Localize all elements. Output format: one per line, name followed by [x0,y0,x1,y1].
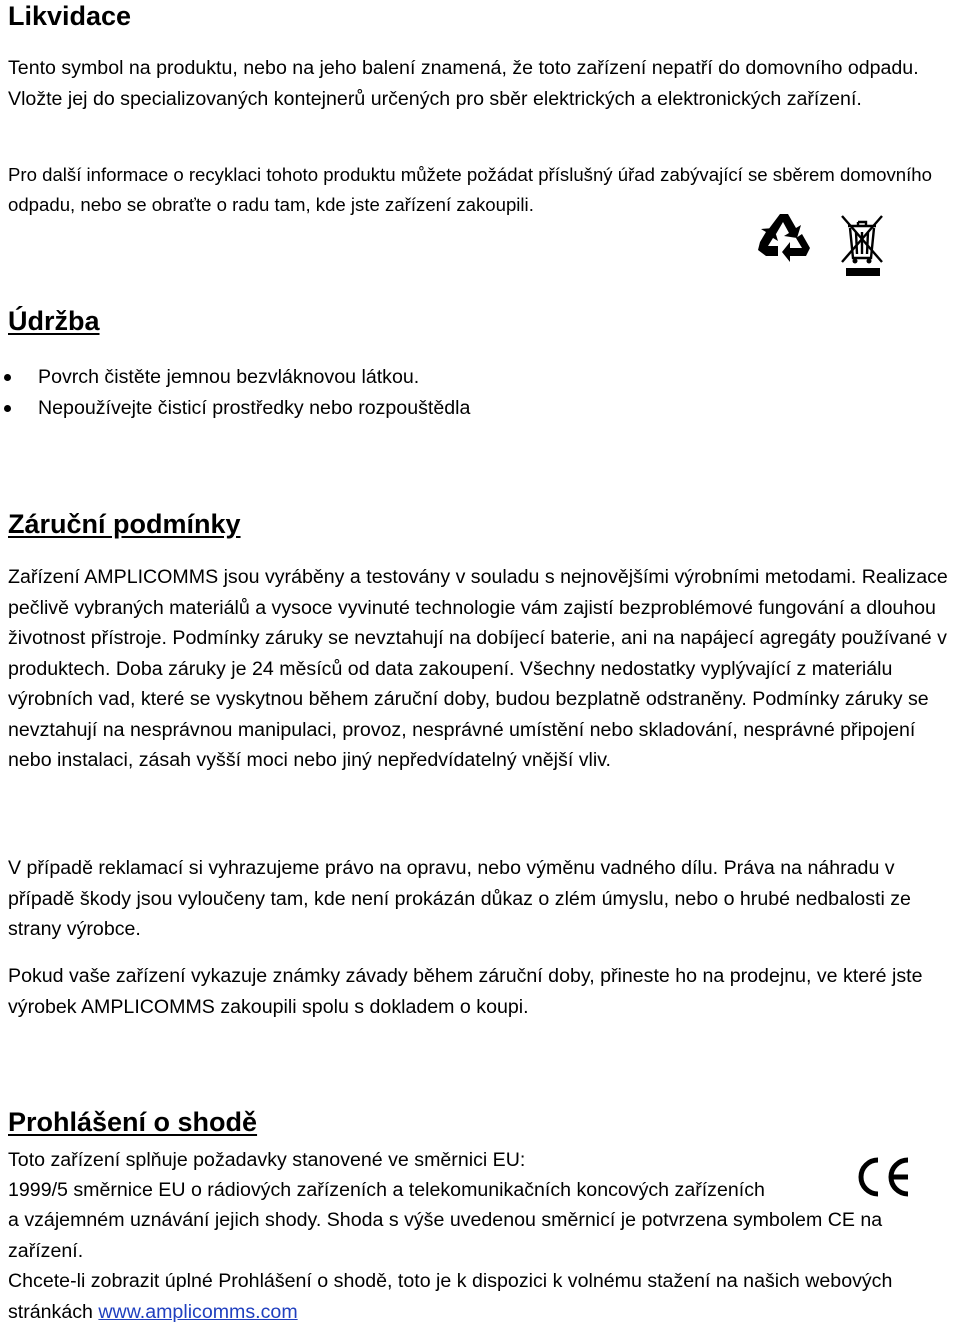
list-item [8,362,948,393]
warranty-paragraph-1: Zařízení AMPLICOMMS jsou vyráběny a testovány v souladu s nejnovějšími výrobními metodami. Realizace pečlivě vybraných materiálů a vysoce vyvinuté technologie vám zajistí bezproblémové fungování a dlouhou životnost přístroje. Podmínky záruky se nevztahují na dobíjecí baterie, ani na napájecí agregáty používané v produktech. Doba záruky je 24 měsíců od data zakoupení. Všechny nedostatky vyplývající z materiálu výrobních vad, které se vyskytnou během záruční doby, budou bezplatně odstraněny. Podmínky záruky se nevztahují na nesprávnou manipulaci, provoz, nesprávné umístění nebo skladování, nesprávné připojení nebo instalaci, zásah vyšší moci nebo jiný nepředvídatelný vnější vliv. [8,566,948,771]
amplicomms-link[interactable]: www.amplicomms.com [98,1300,298,1323]
conformity-line-3: a vzájemném uznávání jejich shody. Shoda s výše uvedenou směrnicí je potvrzena symbolem CE na zařízení. [8,1209,883,1262]
conformity-download-text: Chcete-li zobrazit úplné Prohlášení o shodě, toto je k dispozici k volnému stažení na našich webových stránkách [8,1270,893,1323]
conformity-line-2: 1999/5 směrnice EU o rádiových zařízeních a telekomunikačních koncových zařízeních [8,1179,765,1201]
maintenance-item-2: Nepoužívejte čisticí prostředky nebo rozpouštědla [38,397,471,419]
maintenance-item-1: Povrch čistěte jemnou bezvláknovou látkou. [38,366,420,388]
bullet-icon [4,374,11,381]
bullet-icon [4,405,11,412]
conformity-heading: Prohlášení o shodě [8,1107,258,1137]
warranty-paragraph-2: V případě reklamací si vyhrazujeme právo na opravu, nebo výměnu vadného dílu. Práva na náhradu v případě škody jsou vyloučeny tam, kde není prokázán důkaz o zlém úmyslu, nebo o hrubé nedbalosti ze strany výrobce. [8,857,911,940]
conformity-line-1: Toto zařízení splňuje požadavky stanovené ve směrnici EU: [8,1149,526,1171]
warranty-heading: Záruční podmínky [8,509,241,539]
maintenance-list [8,362,948,424]
list-item [8,393,948,424]
disposal-paragraph-2: Pro další informace o recyklaci tohoto produktu můžete požádat příslušný úřad zabývající se sběrem domovního odpadu, nebo se obraťte o radu tam, kde jste zařízení zakoupili. [8,164,932,215]
ce-mark-icon [854,1156,916,1198]
crossed-bin-icon [838,210,886,278]
disposal-heading: Likvidace [8,1,132,31]
disposal-paragraph-1: Tento symbol na produktu, nebo na jeho balení znamená, že toto zařízení nepatří do domovního odpadu. Vložte jej do specializovaných kontejnerů určených pro sběr elektrických a elektronických zařízení. [8,57,919,110]
maintenance-heading: Údržba [8,306,100,336]
conformity-line-4 [8,1266,956,1327]
warranty-paragraph-3: Pokud vaše zařízení vykazuje známky závady během záruční doby, přineste ho na prodejnu, ve které jste výrobek AMPLICOMMS zakoupili spolu s dokladem o koupi. [8,965,923,1018]
recycle-icon [756,212,812,264]
